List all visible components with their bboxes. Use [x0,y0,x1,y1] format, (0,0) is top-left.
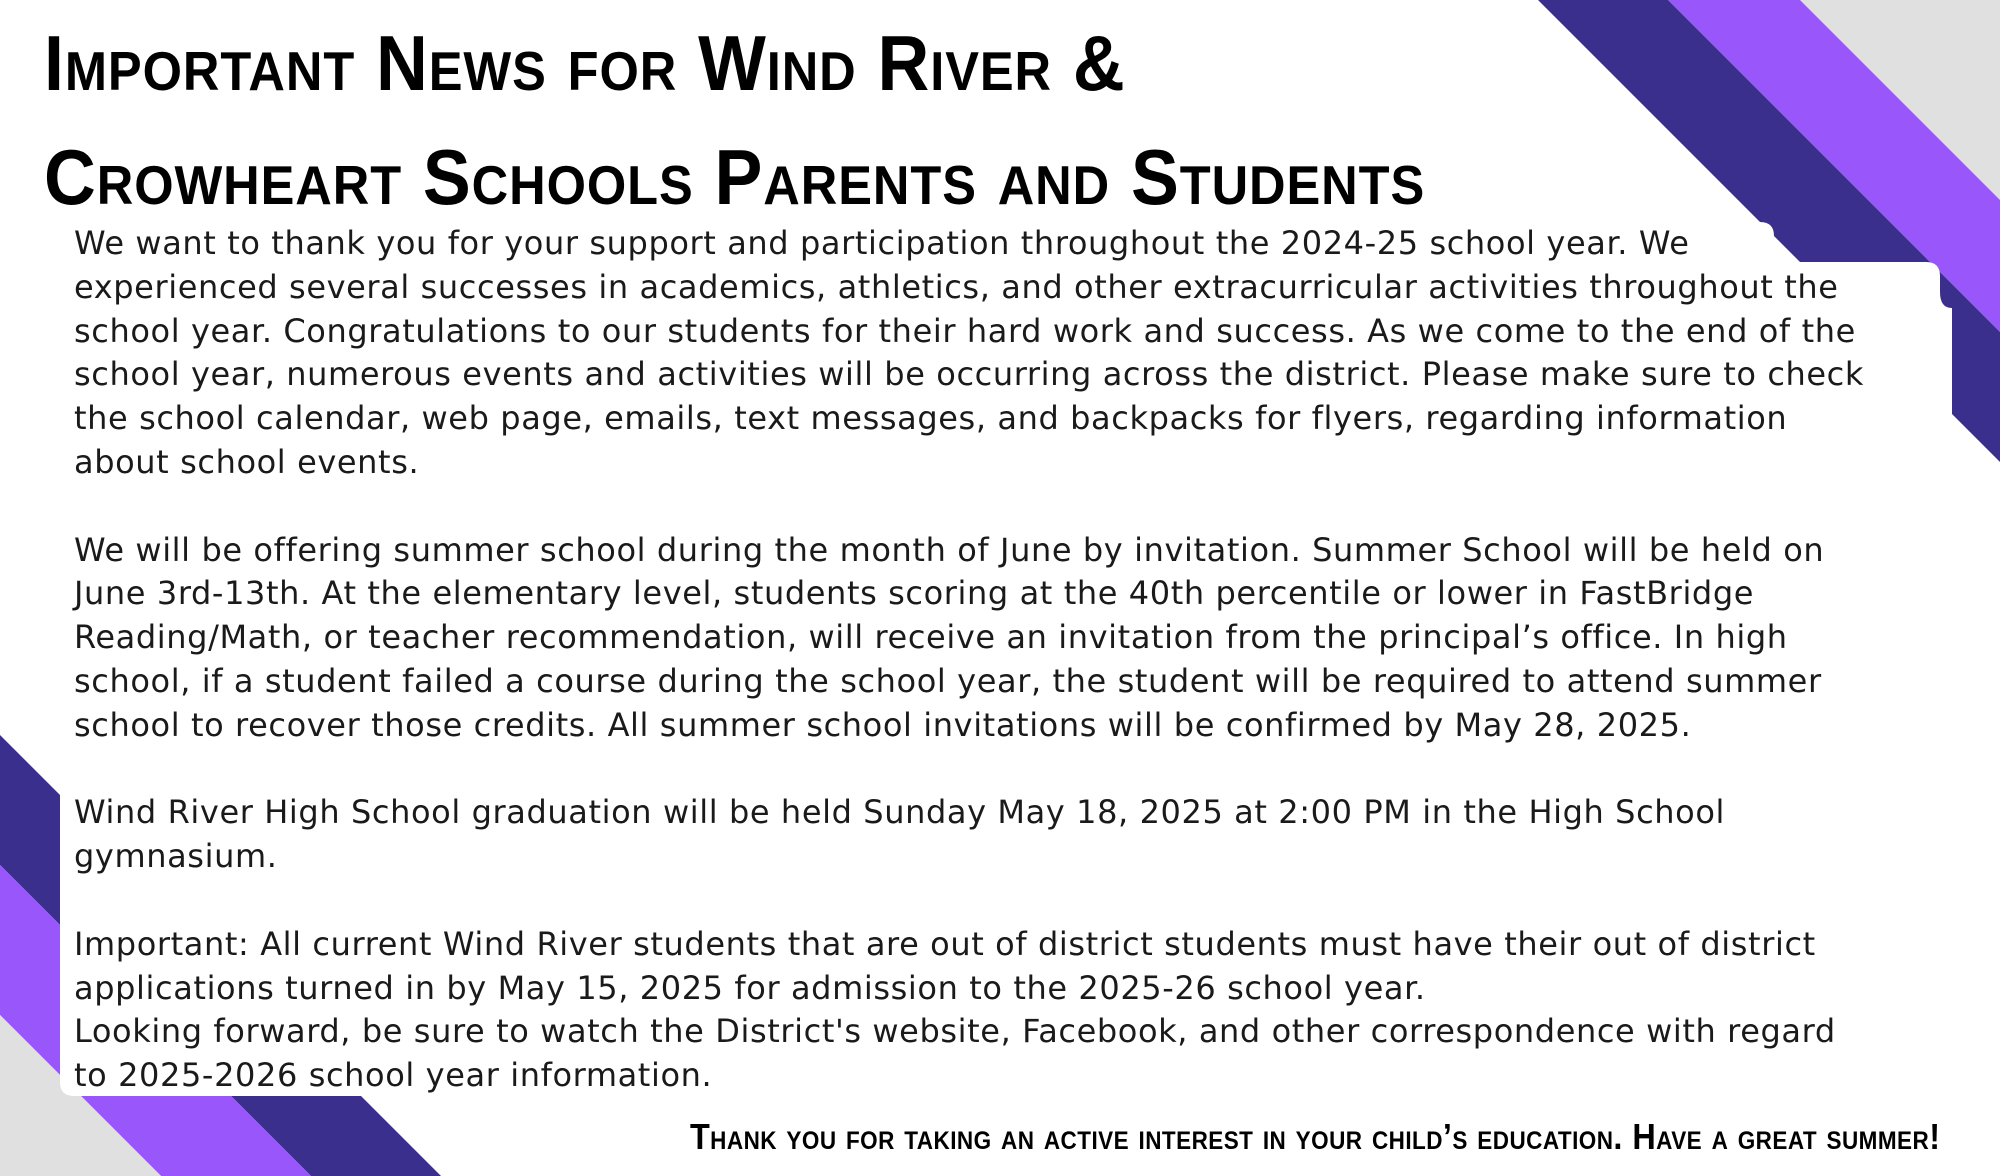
paragraph-thank-you: We want to thank you for your support and participation throughout the 2024-25 school year. We experienced several successes in academics, athletics, and other extracurricular activities throughout the school year. Congratulations to our students for their hard work and success. As we come to the end of the school year, numerous events and activities will be occurring across the district. Please make sure to check the school calendar, web page, emails, text messages, and backpacks for flyers, regarding information about school events. [74,224,1865,481]
page-title-line-1: Important News for Wind River & [44,19,1126,107]
closing-message: Thank you for taking an active interest in your child’s education. Have a great summer! [689,1116,1940,1157]
paragraph-summer-school: We will be offering summer school during the month of June by invitation. Summer School will be held on June 3rd-13th. At the elementary level, students scoring at the 40th percentile or lower in FastBridge Reading/Math, or teacher recommendation, will receive an invitation from the principal’s office. In high school, if a student failed a course during the school year, the student will be required to attend summer school to recover those credits. All summer school invitations will be confirmed by May 28, 2025. [74,530,1825,744]
page-title-line-2: Crowheart Schools Parents and Students [44,133,1426,221]
paragraph-out-of-district: Important: All current Wind River students that are out of district students must have their out of district applications turned in by May 15, 2025 for admission to the 2025-26 school year. Looking forward, be sure to watch the District's website, Facebook, and other correspondence with regard to 2025-2026 school year information. [74,924,1836,1095]
page-title [44,6,1479,234]
paragraph-graduation: Wind River High School graduation will be held Sunday May 18, 2025 at 2:00 PM in the High School gymnasium. [74,793,1726,876]
announcement-body [74,222,1954,1098]
